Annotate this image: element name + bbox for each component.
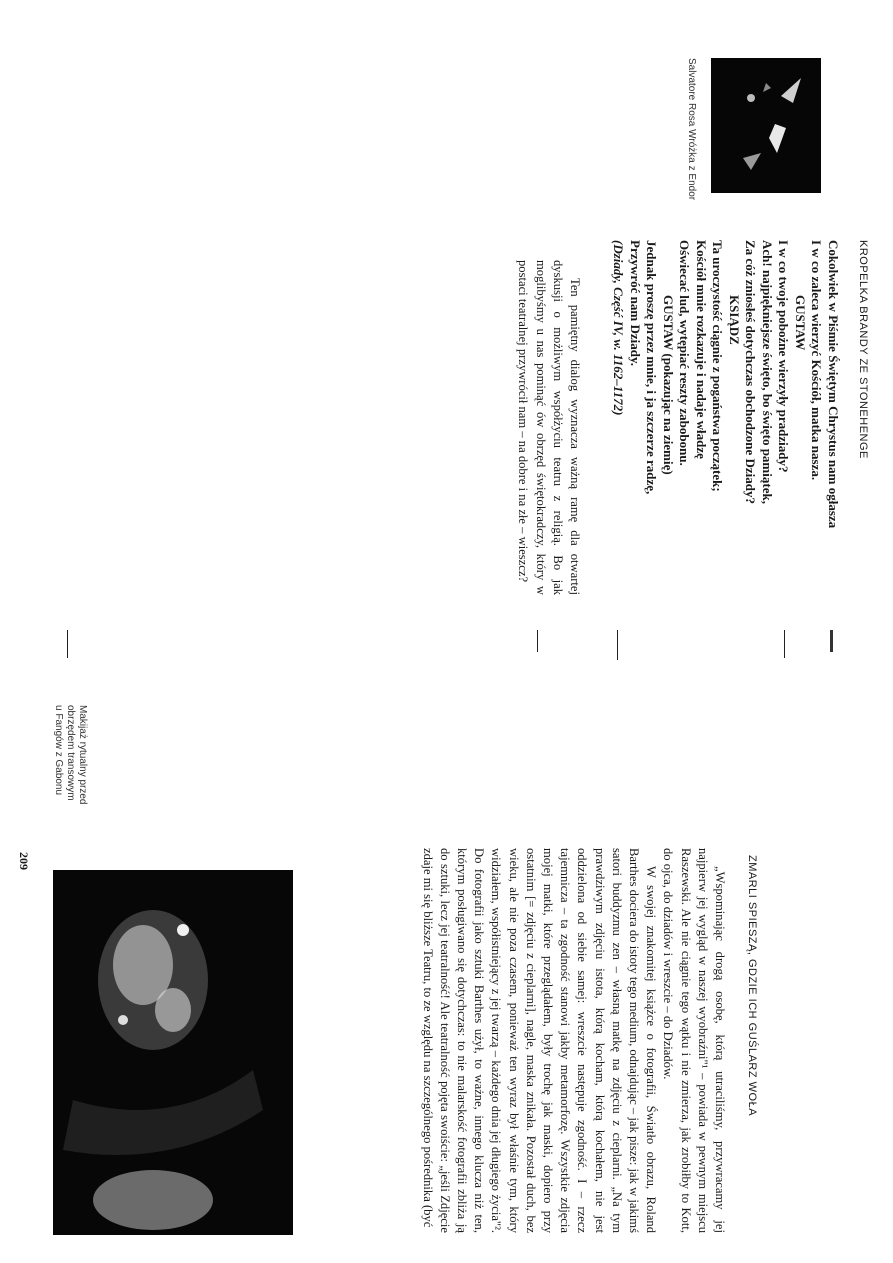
caption-ritual: [52, 705, 88, 820]
divider-rule: [67, 630, 68, 658]
right-paragraph-2: W swojej znakomitej książce o fotografii, Światło obrazu, Roland Barthes dociera do istoty tego medium, odnajdując – jak pisze: jak w jakimś satori buddyzmu zen – własną matkę na zdjęciu z cieplarni. „Na tym prawdziwym zdjęciu istota, którą kocham, którą kochałem, nie jest oddzielona od siebie samej: wreszcie następuje zgodność. I – rzecz tajemnicza – ta zgodność stanowi jakby metamorfozę. Wszystkie zdjęcia mojej matki, które przeglądałem, były trochę jak maski, dopiero przy ostatnim [= zdjęciu z cieplarni], nagle, maska znikała. Pozostał duch, bez wieku, ale nie poza czasem, ponieważ ten wyraz był właśnie tym, który widziałem, współistniejący z jej twarzą – każdego dnia jej długiego życia"². Do fotografii jako sztuki Barthes użył, to ważne, innego klucza niż ten, którym posługiwano się dotychczas: to nie malarskość fotografii zbliża ją do sztuki, lecz jej teatralność! Ale teatralność pojęta swoiście: „jeśli Zdjęcie zdaje mi się bliższe Teatru, to ze względu na szczególnego pośrednika (być: [420, 848, 659, 1233]
left-paragraph: [514, 260, 583, 595]
caption-line: u Fangów z Gabonu: [53, 705, 64, 796]
caption-line: obrzędem transowym: [65, 705, 76, 801]
poem-line: I w co twoje pobożne wierzyły pradziady?: [776, 240, 792, 473]
poem-line: GUSTAW (pokazując na ziemię): [661, 295, 676, 475]
divider-rule: [784, 630, 785, 658]
right-page-header: ZMARLI SPIESZĄ, GDZIE ICH GUŚLARZ WOŁA: [746, 855, 758, 1117]
poem-line: Cokolwiek w Piśmie Świętym Chrystus nam ogłasza: [826, 240, 841, 529]
divider-rule: [617, 630, 618, 660]
page-number: 209: [17, 852, 31, 870]
right-paragraphs: [418, 848, 728, 1233]
divider-mark: [830, 630, 833, 652]
poem-line: Kościół mnie rozkazuje i nadaje władzę: [694, 240, 709, 459]
caption-line: Makijaż rytualny przed: [77, 705, 88, 805]
caption-top: Salvatore Rosa Wróżka z Endor: [686, 58, 697, 201]
poem-line: Jednak proszę przez mnie, i ja szczerze radzę,: [644, 240, 660, 495]
right-paragraph-1: „Wspominając drogą osobę, którą utraciliśmy, przywracamy jej najpierw jej wygląd w naszej wyobraźni"¹ – powiada w pewnym miejscu Raszewski. Ale nie ciągnie tego wątku i nie zmierza, jak zrobiłby to Kott, do ojca, do dziadów i wreszcie – do Dziadów.: [661, 848, 727, 1233]
poem-excerpt: [610, 240, 841, 528]
poem-line: GUSTAW: [793, 295, 808, 351]
poem-line: Ta uroczystość ciągnie z pogaństwa początek;: [710, 240, 726, 492]
left-page-header: KROPELKA BRANDY ZE STONEHENGE: [857, 240, 869, 459]
poem-line: I w co zaleca wierzyć Kościół, matka nasza.: [809, 240, 825, 481]
poem-line: Ach! najpiękniejsze święto, bo święto pamiątek,: [760, 240, 775, 504]
ritual-makeup-photo: [53, 870, 293, 1235]
poem-line: KSIĄDZ: [727, 295, 742, 345]
poem-line: Przywróć nam Dziady.: [628, 240, 643, 367]
poem-line: Oświecać lud, wytępiać reszty zabobonu.: [677, 240, 693, 466]
poem-line: Za cóż zniosłeś dotychczas obchodzone Dziady?: [743, 240, 759, 504]
salvatore-rosa-photo: [711, 58, 821, 193]
divider-rule: [537, 630, 538, 652]
poem-line: (Dziady, Część IV, w. 1162–1172): [611, 240, 627, 416]
left-paragraph-text: Ten pamiętny dialog wyznacza ważną ramę dla otwartej dyskusji o możliwym współżyciu teatru z religią. Bo jak moglibyśmy u nas pominąć ów obrzęd świętokradczy, który w postaci teatralnej przywrócił nam – na dobre i na złe – wieszcz?: [516, 260, 582, 595]
